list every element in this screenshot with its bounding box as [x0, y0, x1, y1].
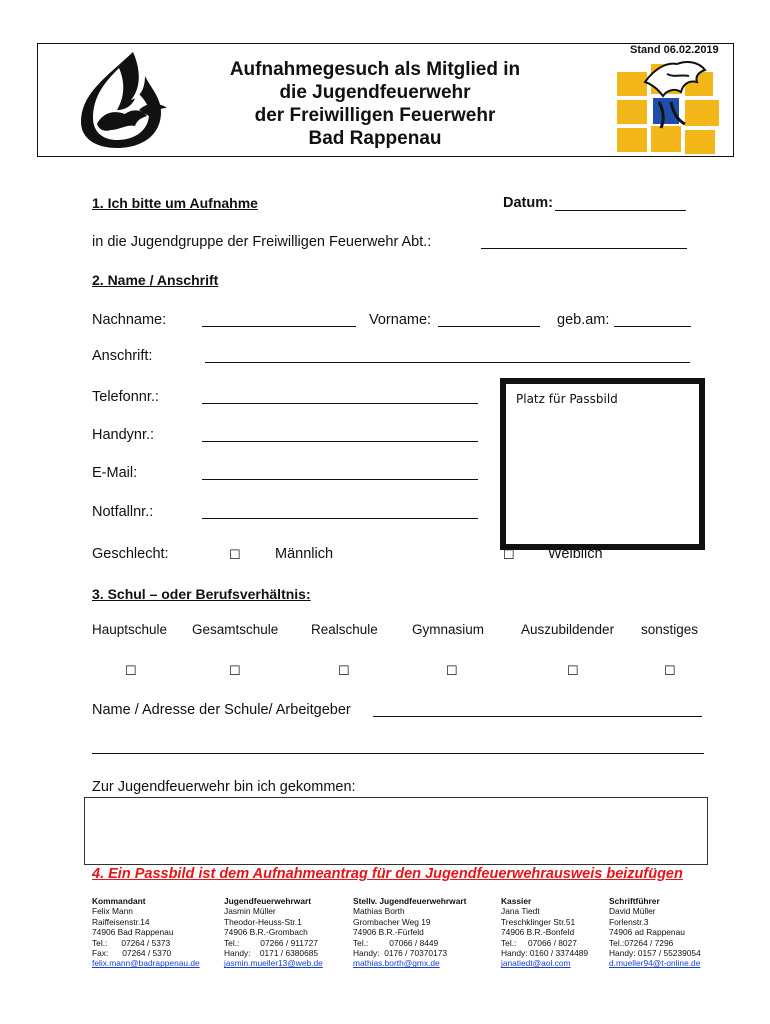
sonstiges-checkbox[interactable]: ☐: [664, 663, 676, 678]
contact-email-link[interactable]: jasmin.mueller13@web.de: [224, 958, 323, 969]
option-hauptschule: Hauptschule: [92, 622, 168, 637]
nachname-field[interactable]: [202, 326, 356, 327]
contact-name: Jasmin Müller: [224, 906, 276, 917]
flame-lion-logo: [75, 50, 175, 150]
passbild-box: [500, 378, 705, 550]
contact-role: Kommandant: [92, 896, 146, 906]
maennlich-checkbox[interactable]: ☐: [229, 547, 241, 562]
gebam-label: geb.am:: [557, 312, 610, 328]
contact-city: 74906 B.R.-Grombach: [224, 927, 308, 938]
section2-heading: 2. Name / Anschrift: [92, 272, 219, 288]
contact-email-link[interactable]: d.mueller94@t-online.de: [609, 958, 701, 969]
datum-field[interactable]: [555, 210, 686, 211]
contact-tel: Tel.: 07066 / 8449: [353, 937, 439, 948]
contact-email-link[interactable]: janatiedt@aol.com: [501, 958, 571, 969]
realschule-checkbox[interactable]: ☐: [338, 663, 350, 678]
contact-role: Kassier: [501, 896, 532, 906]
telefon-field[interactable]: [202, 403, 478, 404]
gymnasium-checkbox[interactable]: ☐: [446, 663, 458, 678]
notfall-label: Notfallnr.:: [92, 504, 154, 520]
maennlich-label: Männlich: [275, 546, 334, 562]
contact-name: Jana Tiedt: [501, 906, 540, 917]
gekommen-label: Zur Jugendfeuerwehr bin ich gekommen:: [92, 779, 356, 795]
contact-tel: Tel.: 07264 / 5373: [92, 937, 171, 948]
datum-label: Datum:: [503, 195, 553, 211]
contact-role: Stellv. Jugendfeuerwehrwart: [353, 896, 467, 906]
email-field[interactable]: [202, 479, 478, 480]
handy-field[interactable]: [202, 441, 478, 442]
contact-street: Treschklinger Str.51: [501, 916, 576, 927]
passbild-label: Platz für Passbild: [516, 392, 618, 406]
hauptschule-checkbox[interactable]: ☐: [125, 663, 137, 678]
document-title: [190, 58, 560, 150]
contact-role: Schriftführer: [609, 896, 660, 906]
handy-label: Handynr.:: [92, 427, 155, 443]
anschrift-label: Anschrift:: [92, 348, 153, 364]
contact-name: Felix Mann: [92, 906, 133, 917]
contact-city: 74906 Bad Rappenau: [92, 927, 174, 938]
weiblich-label: Weiblich: [548, 546, 603, 562]
schule-label: Name / Adresse der Schule/ Arbeitgeber: [92, 702, 351, 718]
section3-heading: 3. Schul – oder Berufsverhältnis:: [92, 586, 311, 602]
option-gymnasium: Gymnasium: [412, 622, 485, 637]
contact-city: 74906 B.R.-Bonfeld: [501, 927, 575, 938]
contact-city: 74906 B.R.-Fürfeld: [353, 927, 424, 938]
schule-field-line2[interactable]: [92, 753, 704, 754]
title-line: Aufnahmegesuch als Mitglied in: [229, 59, 521, 80]
contact-email-link[interactable]: mathias.borth@gmx.de: [353, 958, 440, 969]
contact-fax: Fax: 07264 / 5370: [92, 948, 172, 959]
contact-tel: Tel.: 07066 / 8027: [501, 937, 577, 948]
gekommen-textbox[interactable]: [84, 797, 708, 865]
option-gesamtschule: Gesamtschule: [192, 622, 279, 637]
contact-street: Theodor-Heuss-Str.1: [224, 916, 302, 927]
contact-handy: Handy: 0171 / 6380685: [224, 948, 319, 959]
notfall-field[interactable]: [202, 518, 478, 519]
telefon-label: Telefonnr.:: [92, 389, 159, 405]
option-auszubildender: Auszubildender: [521, 622, 615, 637]
contact-street: Grombacher Weg 19: [353, 916, 431, 927]
contact-handy: Handy: 0176 / 70370173: [353, 948, 448, 959]
contact-email-link[interactable]: felix.mann@badrappenau.de: [92, 958, 200, 969]
auszubildender-checkbox[interactable]: ☐: [567, 663, 579, 678]
option-sonstiges: sonstiges: [641, 622, 699, 637]
contact-tel: Tel.: 07266 / 911727: [224, 937, 318, 948]
weiblich-checkbox[interactable]: ☐: [503, 547, 515, 562]
contact-street: Raiffeisenstr.14: [92, 916, 150, 927]
section1-heading: 1. Ich bitte um Aufnahme: [92, 195, 258, 211]
vorname-field[interactable]: [438, 326, 540, 327]
title-line: der Freiwilligen Feuerwehr: [254, 105, 496, 126]
abteilung-field[interactable]: [481, 248, 687, 249]
contact-stellv-jugendfeuerwehrwart: [353, 896, 466, 969]
jugendfeuerwehr-logo: [615, 58, 727, 156]
anschrift-field[interactable]: [205, 362, 690, 363]
contact-tel: Tel.:07264 / 7296: [609, 937, 674, 948]
contact-role: Jugendfeuerwehrwart: [224, 896, 312, 906]
contact-name: David Müller: [609, 906, 656, 917]
geschlecht-label: Geschlecht:: [92, 546, 169, 562]
passbild-notice: 4. Ein Passbild ist dem Aufnahmeantrag für den Jugendfeuerwehrausweis beizufügen: [92, 866, 683, 882]
option-realschule: Realschule: [311, 622, 378, 637]
schule-field[interactable]: [373, 716, 702, 717]
contact-kommandant: [92, 896, 200, 969]
contact-schriftfuehrer: [609, 896, 701, 969]
gesamtschule-checkbox[interactable]: ☐: [229, 663, 241, 678]
stand-date: Stand 06.02.2019: [630, 44, 719, 56]
gebam-field[interactable]: [614, 326, 691, 327]
contact-kassier: [501, 896, 588, 969]
contact-street: Forlenstr.3: [609, 916, 649, 927]
contact-city: 74906 ad Rappenau: [609, 927, 685, 938]
email-label: E-Mail:: [92, 465, 138, 481]
nachname-label: Nachname:: [92, 312, 167, 328]
title-line: Bad Rappenau: [308, 128, 442, 149]
jugendgruppe-label: in die Jugendgruppe der Freiwilligen Feuerwehr Abt.:: [92, 234, 432, 250]
contact-handy: Handy: 0157 / 55239054: [609, 948, 701, 959]
title-line: die Jugendfeuerwehr: [279, 82, 471, 103]
contact-handy: Handy: 0160 / 3374489: [501, 948, 589, 959]
contact-name: Mathias Borth: [353, 906, 405, 917]
vorname-label: Vorname:: [369, 312, 432, 328]
contact-jugendfeuerwehrwart: [224, 896, 323, 969]
